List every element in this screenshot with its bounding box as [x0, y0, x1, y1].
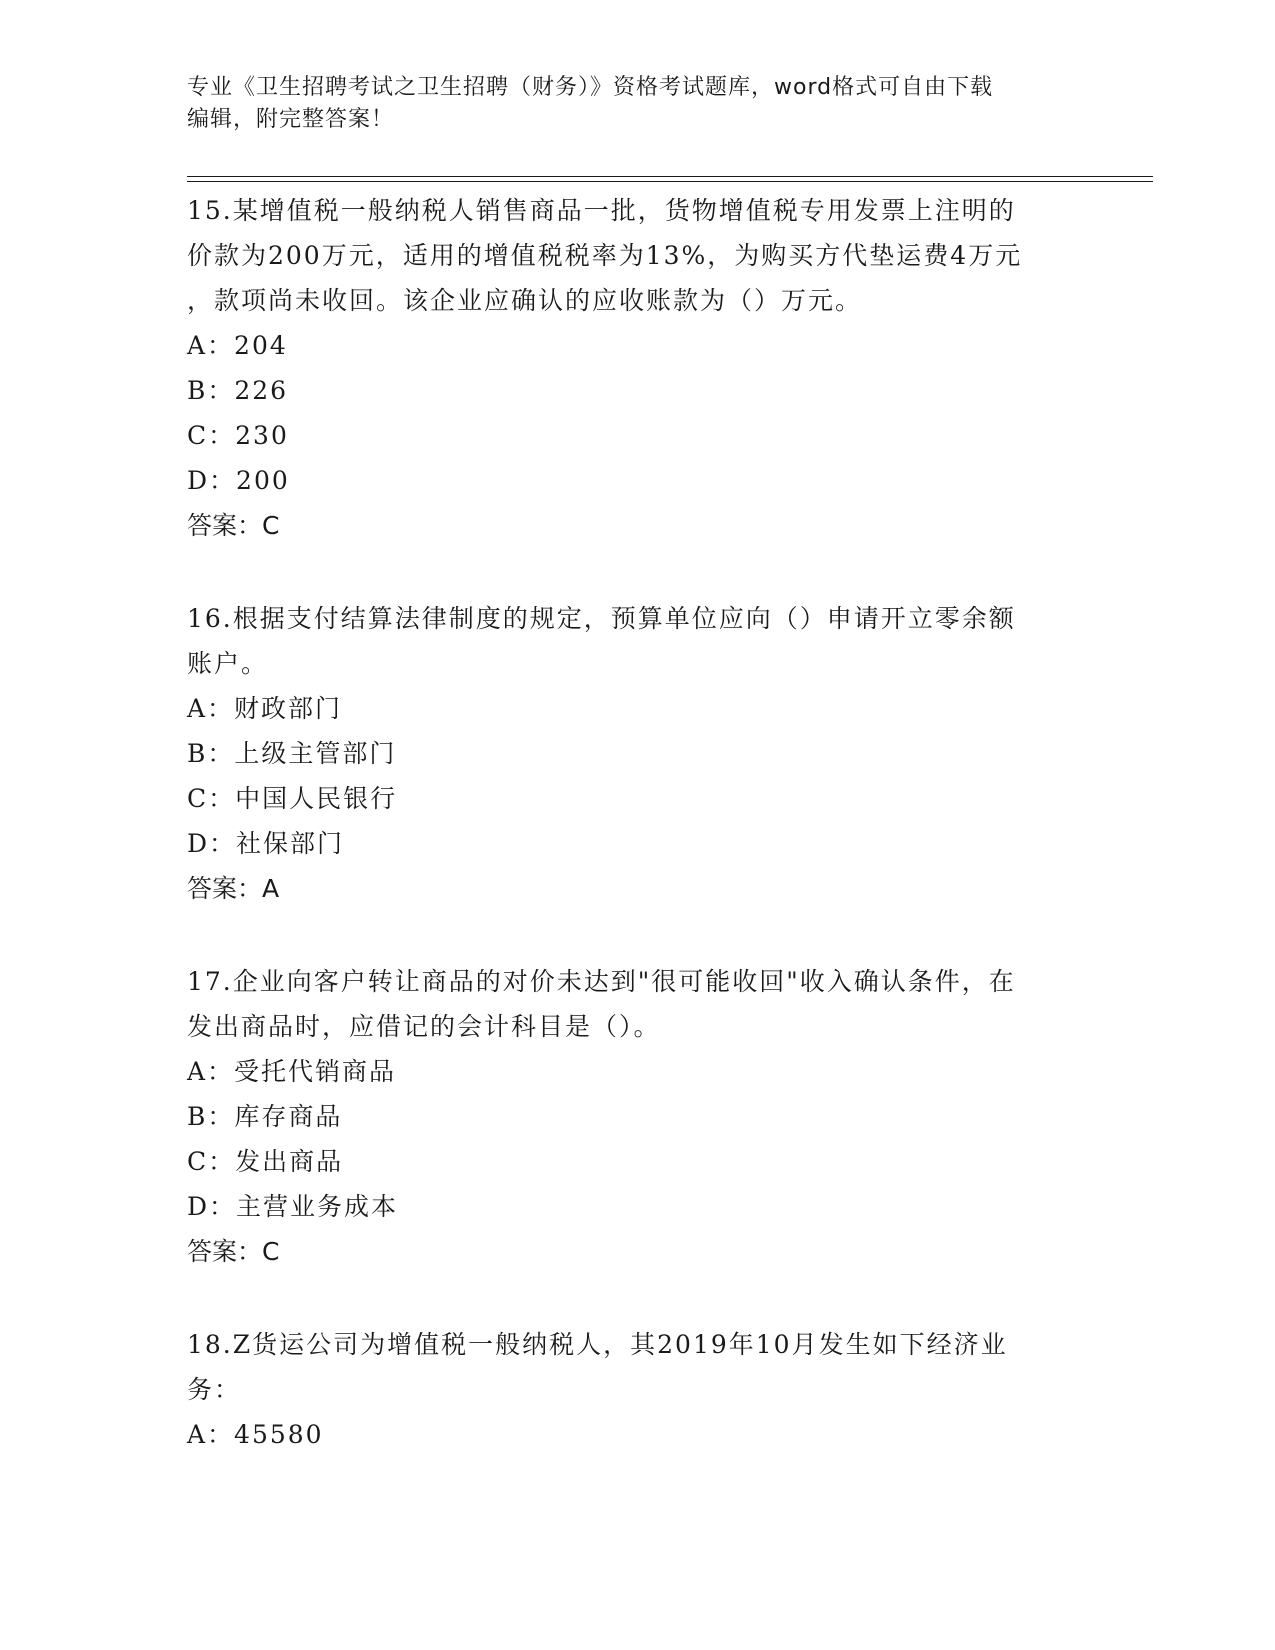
question-list — [187, 188, 1087, 1505]
option-d: D：200 — [187, 466, 290, 495]
option-a: A：45580 — [187, 1420, 324, 1449]
question-16 — [187, 596, 1087, 911]
option-a: A：204 — [187, 331, 288, 360]
option-b: B：226 — [187, 376, 289, 405]
question-stem-line: 务： — [187, 1375, 242, 1404]
option-b: B：库存商品 — [187, 1102, 343, 1131]
option-a: A：财政部门 — [187, 694, 343, 723]
question-stem-line: 15.某增值税一般纳税人销售商品一批，货物增值税专用发票上注明的 — [187, 196, 1016, 225]
question-stem-line: 17.企业向客户转让商品的对价未达到"很可能收回"收入确认条件，在 — [187, 967, 1016, 996]
document-header — [187, 72, 1087, 136]
option-c: C：中国人民银行 — [187, 784, 398, 813]
option-d: D：社保部门 — [187, 829, 345, 858]
question-stem-line: 价款为200万元，适用的增值税税率为13%，为购买方代垫运费4万元 — [187, 241, 1023, 270]
header-divider-bottom — [187, 181, 1153, 182]
answer: 答案：A — [187, 874, 280, 903]
question-stem-line: 账户。 — [187, 649, 269, 678]
question-18 — [187, 1322, 1087, 1457]
header-divider-top — [187, 176, 1153, 177]
question-stem-line: 16.根据支付结算法律制度的规定，预算单位应向（）申请开立零余额 — [187, 604, 1016, 633]
option-c: C：230 — [187, 421, 289, 450]
question-stem-line: 18.Z货运公司为增值税一般纳税人，其2019年10月发生如下经济业 — [187, 1330, 1008, 1359]
question-17 — [187, 959, 1087, 1274]
header-line-1: 专业《卫生招聘考试之卫生招聘（财务）》资格考试题库，word格式可自由下载 — [187, 75, 994, 100]
answer: 答案：C — [187, 1237, 280, 1266]
header-line-2: 编辑，附完整答案！ — [187, 107, 395, 132]
option-a: A：受托代销商品 — [187, 1057, 397, 1086]
question-stem-line: 发出商品时，应借记的会计科目是（）。 — [187, 1012, 661, 1041]
answer: 答案：C — [187, 511, 280, 540]
option-c: C：发出商品 — [187, 1147, 344, 1176]
option-d: D：主营业务成本 — [187, 1192, 399, 1221]
option-b: B：上级主管部门 — [187, 739, 397, 768]
question-stem-line: ，款项尚未收回。该企业应确认的应收账款为（）万元。 — [187, 286, 863, 315]
question-15 — [187, 188, 1087, 548]
